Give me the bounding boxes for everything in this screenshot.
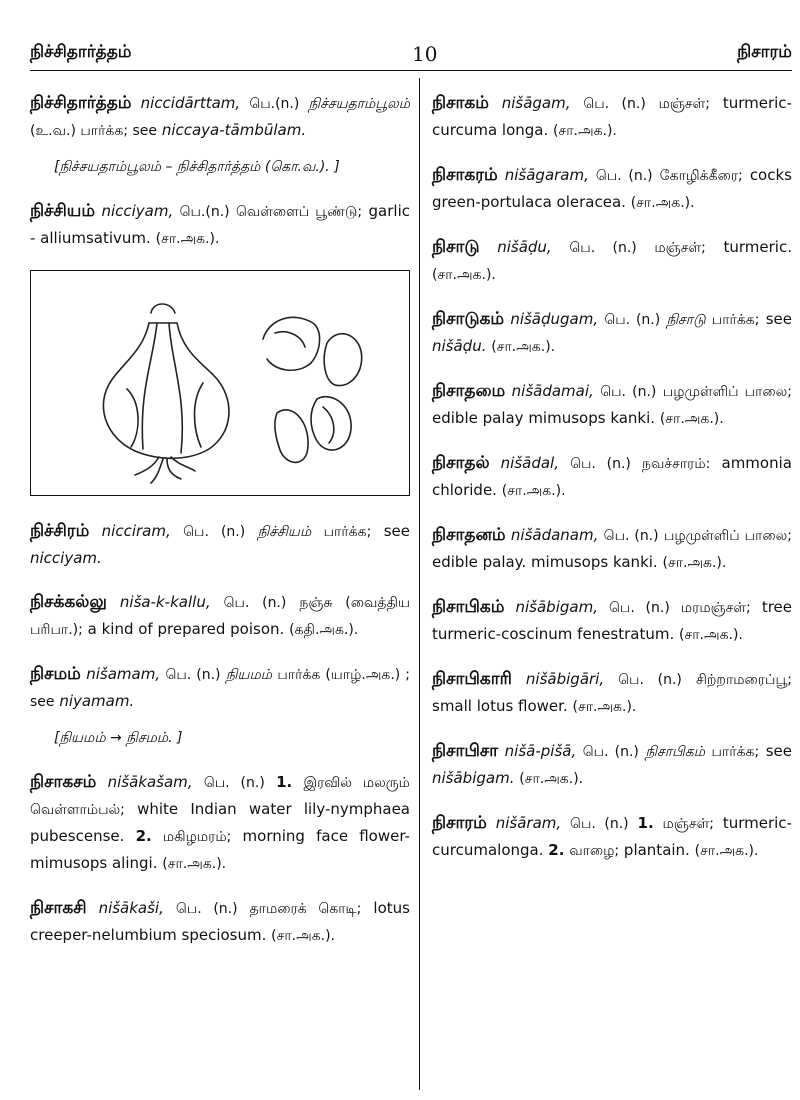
entry xyxy=(432,810,792,864)
sense-number: 1. xyxy=(276,773,293,791)
tamil-text: பார்க்க; xyxy=(711,312,760,328)
cross-reference: நிசாபிகம் xyxy=(645,744,706,760)
etymology-note: [நியமம் → நிசமம். ] xyxy=(54,730,183,746)
transliteration: nišābigam, xyxy=(515,598,598,616)
english-meaning: tree turmeric-coscinum fenestratum. xyxy=(432,598,792,643)
running-head-right: நிசாரம் xyxy=(737,42,792,62)
transliteration: nišāgaram, xyxy=(504,166,589,184)
english-meaning: turmeric. xyxy=(723,238,792,256)
entry xyxy=(432,162,792,216)
english-meaning: a kind of prepared poison. xyxy=(87,620,285,638)
right-column xyxy=(432,90,792,882)
entry xyxy=(30,198,410,252)
headword: நிச்சிதார்த்தம் xyxy=(30,93,132,113)
entry xyxy=(432,738,792,792)
tamil-meaning: வெள்ளைப் பூண்டு; xyxy=(236,204,363,220)
grammar-label: பெ. (n.) xyxy=(570,816,629,832)
headword: நிசாகசி xyxy=(30,898,87,918)
see-word: nišāḍu. xyxy=(432,337,487,355)
running-head-left: நிச்சிதார்த்தம் xyxy=(30,42,132,62)
source-ref: (சா.அக.). xyxy=(155,231,220,247)
tamil-text: (உ.வ.) பார்க்க; see xyxy=(30,123,158,139)
tamil-meaning: மகிழமரம்; xyxy=(162,829,232,845)
entry xyxy=(432,594,792,648)
english-meaning: turmeric-curcuma longa. xyxy=(432,94,792,139)
headword: நிச்சியம் xyxy=(30,201,96,221)
english-meaning: white Indian water lily-nymphaea pubescense. xyxy=(30,800,410,845)
cross-reference: நிச்சயதாம்பூலம் xyxy=(308,96,410,112)
garlic-illustration xyxy=(30,270,410,496)
tamil-meaning: மரமஞ்சள்; xyxy=(680,600,751,616)
grammar-label: பெ. (n.) xyxy=(203,775,265,791)
tamil-meaning: நஞ்சு (வைத்திய பரிபா.); xyxy=(30,595,410,638)
grammar-label: பெ. (n.) xyxy=(223,595,287,611)
transliteration: nišamam, xyxy=(86,665,161,683)
grammar-label: பெ. (n.) xyxy=(603,528,659,544)
english-meaning: edible palay. mimusops kanki. xyxy=(432,553,658,571)
tamil-meaning: மஞ்சள்; xyxy=(654,240,706,256)
entry xyxy=(432,306,792,360)
entry xyxy=(30,895,410,949)
see-word: niccaya-tāmbūlam. xyxy=(161,121,307,139)
transliteration: nišāgam, xyxy=(501,94,571,112)
grammar-label: பெ. (n.) xyxy=(595,168,653,184)
cross-reference: நிசாடு xyxy=(666,312,706,328)
tamil-text: பார்க்க; xyxy=(323,524,372,540)
english-meaning: morning face flower-mimusops alingi. xyxy=(30,827,410,872)
etymology-note: [நிச்சயதாம்பூலம் – நிச்சிதார்த்தம் (கொ.வ.). ] xyxy=(54,159,340,175)
transliteration: niša-k-kallu, xyxy=(119,593,211,611)
transliteration: nišāḍu, xyxy=(497,238,552,256)
source-ref: (சா.அக.). xyxy=(694,843,759,859)
grammar-label: பெ. (n.) xyxy=(175,901,238,917)
headword: நிசாகரம் xyxy=(432,165,498,185)
source-ref: (சா.அக.). xyxy=(553,123,617,139)
cross-reference: நியமம் xyxy=(225,667,272,683)
headword: நிசாபிகம் xyxy=(432,597,505,617)
entry xyxy=(30,769,410,877)
source-ref: (கதி.அக.). xyxy=(289,622,359,638)
garlic-drawing xyxy=(31,271,411,497)
grammar-label: பெ.(n.) xyxy=(249,96,300,112)
headword: நிசாரம் xyxy=(432,813,487,833)
english-meaning: ammonia chloride. xyxy=(432,454,792,499)
headword: நிசாபிகாரி xyxy=(432,669,512,689)
source-ref: (சா.அக.). xyxy=(679,627,743,643)
english-meaning: edible palay mimusops kanki. xyxy=(432,409,656,427)
tamil-meaning: வாழை; xyxy=(569,843,620,859)
entry xyxy=(30,90,410,144)
transliteration: nišākaši, xyxy=(98,899,164,917)
see-word: niyamam. xyxy=(59,692,135,710)
transliteration: nišāram, xyxy=(495,814,562,832)
headword: நிசாதல் xyxy=(432,453,490,473)
source-ref: (சா.அக.). xyxy=(662,555,727,571)
tamil-meaning: கோழிக்கீரை; xyxy=(659,168,743,184)
source-ref: (சா.அக.). xyxy=(659,411,724,427)
see-label: see xyxy=(383,522,410,540)
headword: நிசாடு xyxy=(432,237,480,257)
see-label: see xyxy=(765,742,792,760)
transliteration: nišādamai, xyxy=(511,382,594,400)
tamil-meaning: மஞ்சள்; xyxy=(662,816,714,832)
cross-reference: நிச்சியம் xyxy=(257,524,312,540)
headword: நிசாகம் xyxy=(432,93,489,113)
transliteration: nišā-pišā, xyxy=(504,742,577,760)
tamil-meaning: இரவில் மலரும் வெள்ளாம்பல்; xyxy=(30,775,410,818)
entry xyxy=(30,589,410,643)
tamil-text: பார்க்க; xyxy=(711,744,760,760)
grammar-label: பெ. (n.) xyxy=(600,384,657,400)
headword: நிசாகசம் xyxy=(30,772,97,792)
entry xyxy=(432,450,792,504)
source-ref: (சா.அக.). xyxy=(630,195,695,211)
tamil-meaning: பழமுள்ளிப் பாலை; xyxy=(662,384,792,400)
transliteration: nišābigāri, xyxy=(525,670,605,688)
tamil-meaning: நவச்சாரம்: xyxy=(641,456,711,472)
entry xyxy=(432,234,792,288)
transliteration: nišādanam, xyxy=(510,526,599,544)
english-meaning: cocks green-portulaca oleracea. xyxy=(432,166,792,211)
english-meaning: plantain. xyxy=(623,841,690,859)
running-head xyxy=(30,40,792,71)
entry xyxy=(432,666,792,720)
entry xyxy=(432,90,792,144)
source-ref: (சா.அக.). xyxy=(432,267,496,283)
transliteration: nicciyam, xyxy=(101,202,174,220)
tamil-meaning: பழமுள்ளிப் பாலை; xyxy=(663,528,792,544)
transliteration: nišāḍugam, xyxy=(510,310,599,328)
headword: நிசமம் xyxy=(30,664,81,684)
entry xyxy=(432,378,792,432)
grammar-label: பெ. (n.) xyxy=(604,312,661,328)
transliteration: nicciram, xyxy=(101,522,171,540)
sense-number: 2. xyxy=(135,827,152,845)
grammar-label: பெ. (n.) xyxy=(582,744,639,760)
source-ref: (சா.அக.). xyxy=(519,771,584,787)
grammar-label: பெ. (n.) xyxy=(183,524,246,540)
english-meaning: turmeric-curcumalonga. xyxy=(432,814,792,859)
source-ref: (சா.அக.). xyxy=(271,928,336,944)
grammar-label: பெ. (n.) xyxy=(618,672,682,688)
grammar-label: பெ.(n.) xyxy=(179,204,230,220)
grammar-label: பெ. (n.) xyxy=(569,240,637,256)
english-meaning: lotus creeper-nelumbium speciosum. xyxy=(30,899,410,944)
sense-number: 1. xyxy=(637,814,654,832)
source-ref: (சா.அக.). xyxy=(162,856,227,872)
source-ref: (சா.அக.). xyxy=(501,483,566,499)
entry xyxy=(30,661,410,715)
grammar-label: பெ. (n.) xyxy=(165,667,221,683)
transliteration: nišādal, xyxy=(500,454,559,472)
see-word: nicciyam. xyxy=(30,549,102,567)
tamil-text: பார்க்க (யாழ்.அக.) ; see xyxy=(30,667,411,710)
grammar-label: பெ. (n.) xyxy=(609,600,670,616)
grammar-label: பெ. (n.) xyxy=(583,96,646,112)
entry xyxy=(30,518,410,571)
headword: நிசாதமை xyxy=(432,381,506,401)
entry xyxy=(432,522,792,576)
see-word: nišābigam. xyxy=(432,769,515,787)
headword: நிசாடுகம் xyxy=(432,309,505,329)
headword: நிச்சிரம் xyxy=(30,521,90,541)
see-label: see xyxy=(765,310,792,328)
tamil-meaning: சிற்றாமரைப்பூ; xyxy=(695,672,792,688)
tamil-meaning: மஞ்சள்; xyxy=(658,96,711,112)
sense-number: 2. xyxy=(548,841,565,859)
english-meaning: garlic - alliumsativum. xyxy=(30,202,410,247)
column-divider xyxy=(419,78,420,1090)
headword: நிசாபிசா xyxy=(432,741,499,761)
headword: நிசாதனம் xyxy=(432,525,506,545)
transliteration: niccidārttam, xyxy=(140,94,241,112)
source-ref: (சா.அக.). xyxy=(491,339,556,355)
left-column xyxy=(30,90,410,967)
english-meaning: small lotus flower. xyxy=(432,697,568,715)
grammar-label: பெ. (n.) xyxy=(570,456,631,472)
page-number: 10 xyxy=(412,42,438,66)
tamil-meaning: தாமரைக் கொடி; xyxy=(249,901,362,917)
transliteration: nišākašam, xyxy=(107,773,193,791)
headword: நிசக்கல்லு xyxy=(30,592,107,612)
source-ref: (சா.அக.). xyxy=(572,699,637,715)
